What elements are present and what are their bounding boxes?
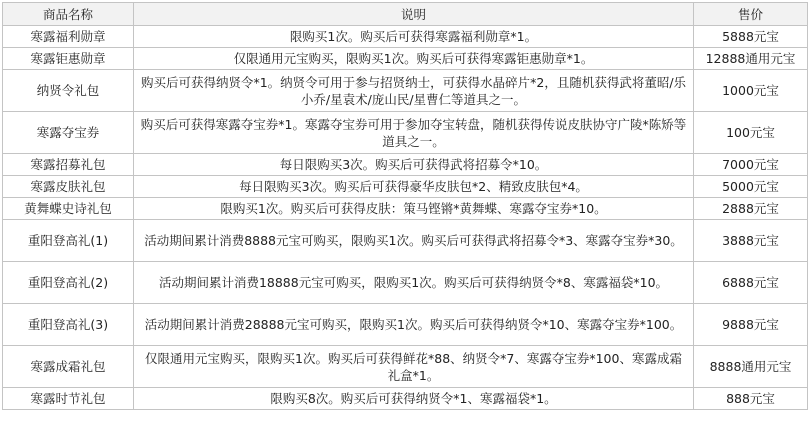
item-name: 寒露钜惠勋章 [3, 48, 134, 70]
gift-pack-table [2, 2, 808, 410]
table-row [3, 26, 808, 48]
item-name: 寒露时节礼包 [3, 388, 134, 410]
item-name: 重阳登高礼(2) [3, 262, 134, 304]
item-price: 7000元宝 [694, 154, 808, 176]
item-description: 每日限购买3次。购买后可获得武将招募令*10。 [134, 154, 694, 176]
item-name: 黄舞蝶史诗礼包 [3, 198, 134, 220]
item-price: 100元宝 [694, 112, 808, 154]
item-price: 6888元宝 [694, 262, 808, 304]
header-description: 说明 [134, 3, 694, 26]
item-price: 5888元宝 [694, 26, 808, 48]
table-row [3, 198, 808, 220]
item-description: 仅限通用元宝购买，限购买1次。购买后可获得寒露钜惠勋章*1。 [134, 48, 694, 70]
item-description: 仅限通用元宝购买，限购买1次。购买后可获得鲜花*88、纳贤令*7、寒露夺宝券*100、寒露成霜礼盒*1。 [134, 346, 694, 388]
item-name: 寒露夺宝券 [3, 112, 134, 154]
header-price: 售价 [694, 3, 808, 26]
item-price: 2888元宝 [694, 198, 808, 220]
item-name: 重阳登高礼(1) [3, 220, 134, 262]
item-price: 5000元宝 [694, 176, 808, 198]
table-row [3, 262, 808, 304]
table-row [3, 346, 808, 388]
item-description: 活动期间累计消费8888元宝可购买，限购买1次。购买后可获得武将招募令*3、寒露夺宝券*30。 [134, 220, 694, 262]
table-row [3, 304, 808, 346]
item-name: 寒露福利勋章 [3, 26, 134, 48]
item-description: 限购买8次。购买后可获得纳贤令*1、寒露福袋*1。 [134, 388, 694, 410]
item-description: 每日限购买3次。购买后可获得豪华皮肤包*2、精致皮肤包*4。 [134, 176, 694, 198]
item-price: 888元宝 [694, 388, 808, 410]
table-row [3, 70, 808, 112]
item-name: 寒露成霜礼包 [3, 346, 134, 388]
item-price: 3888元宝 [694, 220, 808, 262]
table-row [3, 48, 808, 70]
table-row [3, 112, 808, 154]
item-price: 1000元宝 [694, 70, 808, 112]
item-price: 9888元宝 [694, 304, 808, 346]
header-name: 商品名称 [3, 3, 134, 26]
item-name: 寒露皮肤礼包 [3, 176, 134, 198]
item-price: 8888通用元宝 [694, 346, 808, 388]
table-row [3, 154, 808, 176]
item-name: 寒露招募礼包 [3, 154, 134, 176]
item-name: 重阳登高礼(3) [3, 304, 134, 346]
item-description: 活动期间累计消费18888元宝可购买，限购买1次。购买后可获得纳贤令*8、寒露福袋*10。 [134, 262, 694, 304]
header-row [3, 3, 808, 26]
item-description: 购买后可获得寒露夺宝券*1。寒露夺宝券可用于参加夺宝转盘，随机获得传说皮肤协守广陵*陈矫等道具之一。 [134, 112, 694, 154]
item-description: 活动期间累计消费28888元宝可购买，限购买1次。购买后可获得纳贤令*10、寒露夺宝券*100。 [134, 304, 694, 346]
item-description: 限购买1次。购买后可获得寒露福利勋章*1。 [134, 26, 694, 48]
item-description: 购买后可获得纳贤令*1。纳贤令可用于参与招贤纳士，可获得水晶碎片*2，且随机获得武将董昭/乐小乔/星袁术/庞山民/星曹仁等道具之一。 [134, 70, 694, 112]
table-row [3, 176, 808, 198]
item-name: 纳贤令礼包 [3, 70, 134, 112]
table-row [3, 220, 808, 262]
item-description: 限购买1次。购买后可获得皮肤：策马铿锵*黄舞蝶、寒露夺宝券*10。 [134, 198, 694, 220]
table-row [3, 388, 808, 410]
item-price: 12888通用元宝 [694, 48, 808, 70]
